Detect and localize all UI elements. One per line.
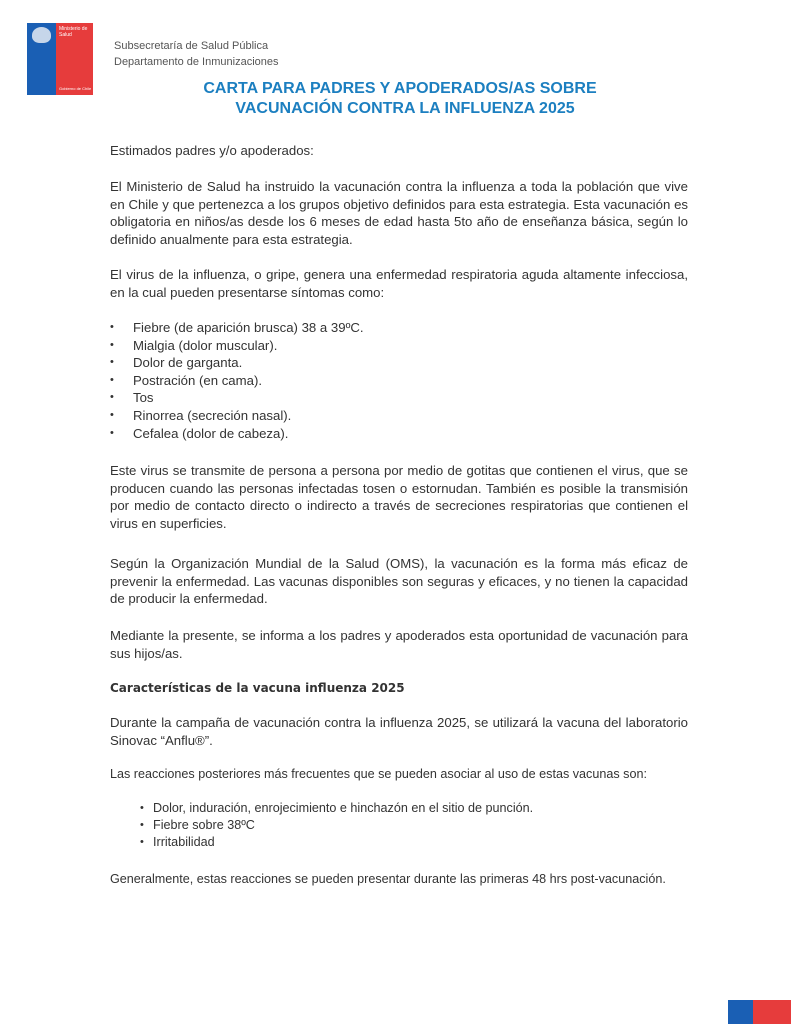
paragraph-timing: Generalmente, estas reacciones se pueden presentar durante las primeras 48 hrs post-vacunación.: [110, 872, 666, 886]
logo-blue-panel: [27, 23, 56, 95]
footer-flag-bar: [728, 1000, 791, 1024]
list-item: • Cefalea (dolor de cabeza).: [110, 425, 688, 443]
list-item: • Fiebre (de aparición brusca) 38 a 39ºC.: [110, 319, 688, 337]
list-item: • Tos: [110, 389, 688, 407]
departamento-label: Departamento de Inmunizaciones: [114, 56, 279, 68]
paragraph-notice: Mediante la presente, se informa a los padres y apoderados esta oportunidad de vacunación para sus hijos/as.: [110, 628, 688, 661]
paragraph-reactions: Las reacciones posteriores más frecuentes que se pueden asociar al uso de estas vacunas son:: [110, 767, 647, 781]
paragraph-transmission: Este virus se transmite de persona a persona por medio de gotitas que contienen el virus, que se producen cuando las personas infectadas tosen o estornudan. También es posible la transmisión por medio de contacto directo o indirecto a través de secreciones respiratorias que contienen el virus en superficies.: [110, 463, 688, 531]
title-line-2: VACUNACIÓN CONTRA LA INFLUENZA 2025: [235, 100, 575, 117]
list-item: • Irritabilidad: [140, 834, 718, 851]
symptom-list: [110, 319, 688, 442]
section-heading: Características de la vacuna influenza 2025: [110, 681, 405, 695]
paragraph-mandate: El Ministerio de Salud ha instruido la vacunación contra la influenza a toda la población que vive en Chile y que pertenezca a los grupos objetivo definidos para esta estrategia. Esta vacunación es obligatoria en niños/as desde los 6 meses de edad hasta 5to año de enseñanza básica, según lo definido anualmente para esta estrategia.: [110, 179, 688, 247]
list-item: • Fiebre sobre 38ºC: [140, 817, 718, 834]
subsecretaria-label: Subsecretaría de Salud Pública: [114, 40, 269, 52]
list-item: • Dolor, induración, enrojecimiento e hinchazón en el sitio de punción.: [140, 800, 718, 817]
logo-ministry-text: Ministerio de Salud: [59, 26, 88, 38]
ministry-logo: [27, 23, 93, 95]
footer-blue-block: [728, 1000, 753, 1024]
list-item: • Rinorrea (secreción nasal).: [110, 407, 688, 425]
paragraph-vaccine: Durante la campaña de vacunación contra la influenza 2025, se utilizará la vacuna del laboratorio Sinovac “Anflu®”.: [110, 715, 688, 748]
logo-red-panel: [56, 23, 93, 95]
reactions-list: [140, 800, 718, 851]
paragraph-oms: Según la Organización Mundial de la Salud (OMS), la vacunación es la forma más eficaz de prevenir la enfermedad. Las vacunas disponibles son seguras y eficaces, y no tienen la capacidad de producir la enfermedad.: [110, 556, 688, 606]
logo-government-text: Gobierno de Chile: [59, 86, 92, 91]
paragraph-virus: El virus de la influenza, o gripe, genera una enfermedad respiratoria aguda altamente infecciosa, en la cual pueden presentarse síntomas como:: [110, 267, 688, 300]
title-line-1: CARTA PARA PADRES Y APODERADOS/AS SOBRE: [203, 80, 597, 97]
footer-red-block: [753, 1000, 791, 1024]
list-item: • Dolor de garganta.: [110, 354, 688, 372]
page-title: [100, 79, 700, 119]
list-item: • Mialgia (dolor muscular).: [110, 337, 688, 355]
list-item: • Postración (en cama).: [110, 372, 688, 390]
greeting: Estimados padres y/o apoderados:: [110, 143, 314, 158]
coat-of-arms-icon: [32, 27, 51, 43]
